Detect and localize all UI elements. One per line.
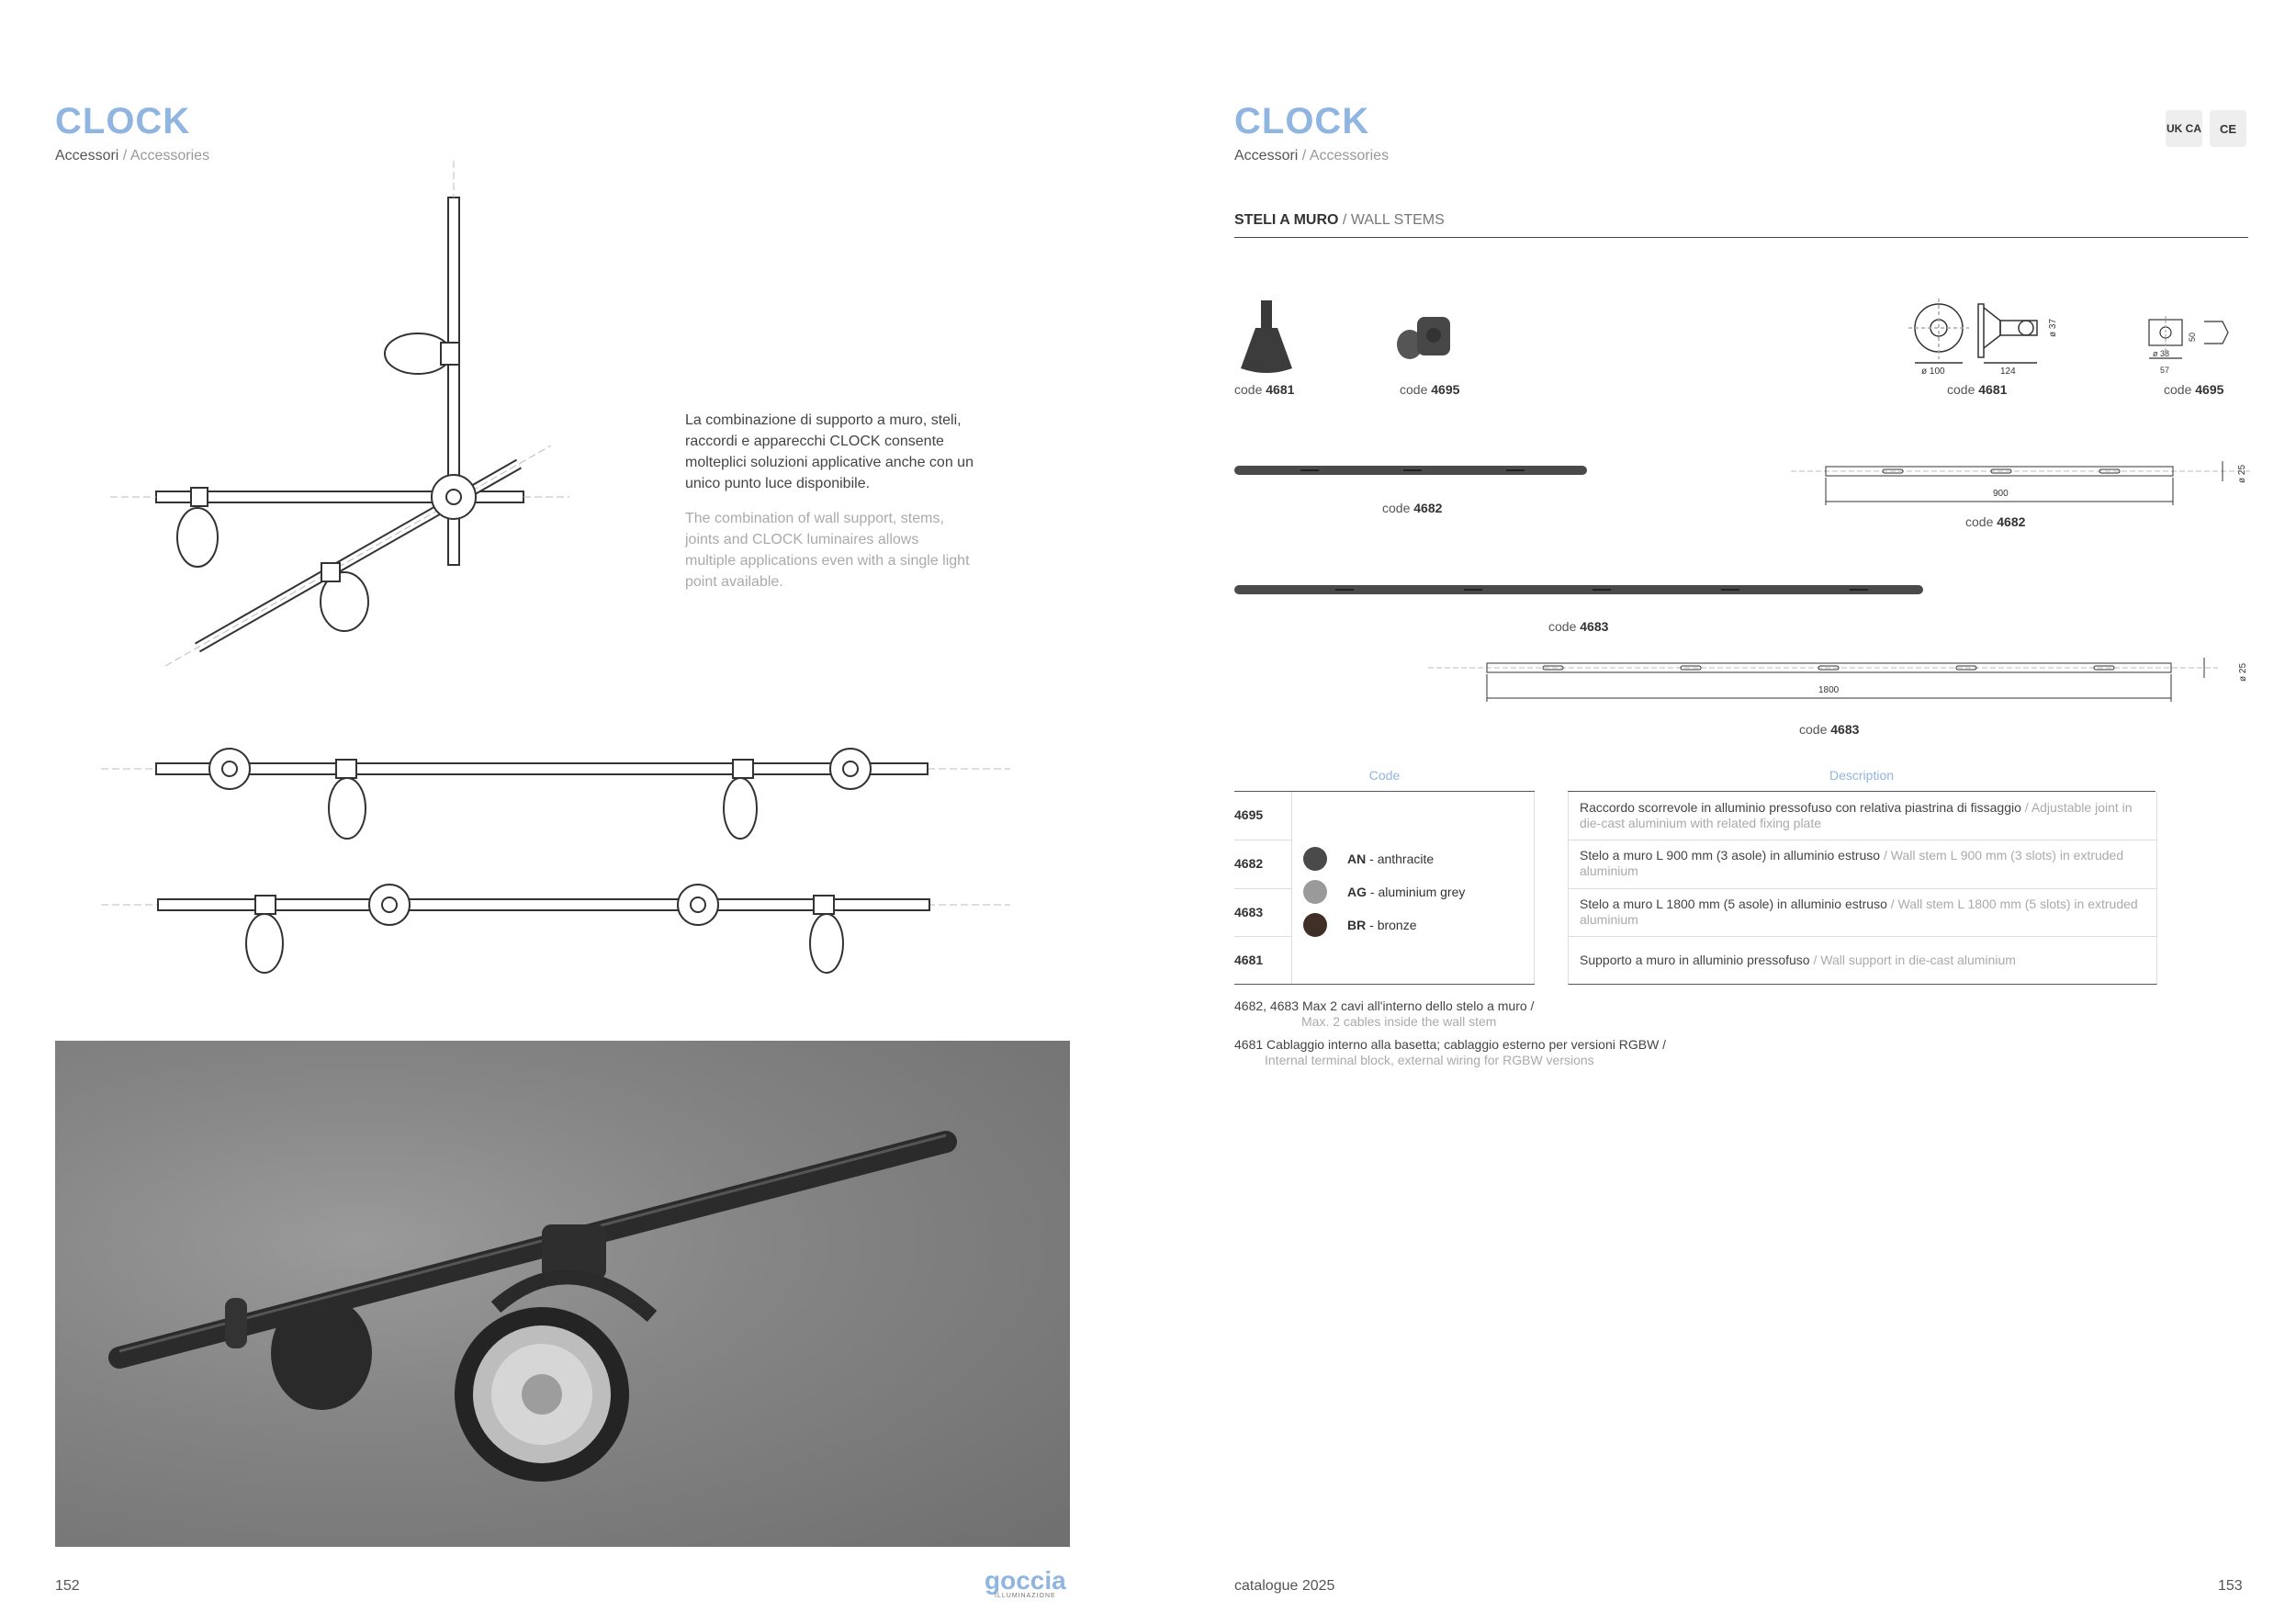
code-column-edge — [1534, 792, 1535, 984]
note-codes: 4681 — [1234, 1037, 1264, 1052]
note-1 — [1234, 998, 1534, 1030]
section-title — [1234, 212, 1445, 229]
product-4682-image — [1234, 464, 1593, 479]
swatch-bronze — [1303, 913, 1327, 937]
product-4683-caption — [1548, 619, 1608, 634]
row-code-4695: 4695 — [1234, 807, 1264, 822]
finish-name: aluminium grey — [1378, 885, 1466, 899]
ce-badge: CE — [2210, 110, 2246, 147]
finish-br — [1303, 908, 1465, 942]
code-value: 4681 — [1978, 382, 2008, 397]
finish-ag — [1303, 875, 1465, 908]
row-code-4681: 4681 — [1234, 953, 1264, 967]
table-header-description: Description — [1829, 768, 1895, 783]
horizontal-configurations-drawing — [101, 739, 1010, 978]
desc-4682: Stelo a muro L 900 mm (3 asole) in alluminio estruso / Wall stem L 900 mm (3 slots) in extruded aluminium — [1580, 848, 2124, 878]
product-4695-caption — [1400, 382, 1459, 397]
desc-4695: Raccordo scorrevole in alluminio pressofuso con relativa piastrina di fissaggio / Adjustable joint in die-cast aluminium with related fixing plate — [1580, 800, 2133, 830]
drawing-4695 — [2140, 312, 2255, 377]
dim-d25b: ø 25 — [2238, 662, 2248, 682]
swatch-aluminium-grey — [1303, 880, 1327, 904]
intro-text-it: La combinazione di supporto a muro, steli, raccordi e apparecchi CLOCK consente molteplici soluzioni applicative anche con un unico punto luce disponibile. — [685, 412, 974, 491]
code-column-divider — [1291, 792, 1292, 984]
row-divider — [1569, 888, 2156, 889]
right-subtitle — [1234, 148, 1389, 164]
drawing-4683 — [1428, 654, 2250, 707]
left-subtitle-en: Accessories — [129, 148, 210, 164]
product-4682-caption — [1382, 501, 1442, 515]
dim-d100: ø 100 — [1921, 367, 1945, 377]
row-code-4682: 4682 — [1234, 856, 1264, 871]
finish-name: bronze — [1377, 918, 1417, 932]
section-rule — [1234, 237, 2248, 238]
desc-it: Stelo a muro L 900 mm (3 asole) in alluminio estruso — [1580, 848, 1881, 863]
drawing-4682-caption — [1965, 514, 2025, 529]
product-photo — [55, 1041, 1070, 1547]
desc-it: Raccordo scorrevole in alluminio pressofuso con relativa piastrina di fissaggio — [1580, 800, 2021, 815]
code-value: 4682 — [1413, 501, 1443, 515]
dim-57: 57 — [2160, 366, 2170, 375]
desc-4681: Supporto a muro in alluminio pressofuso / Wall support in die-cast aluminium — [1580, 953, 2016, 967]
code-column — [1234, 792, 1535, 985]
section-title-it: STELI A MURO — [1234, 212, 1339, 228]
drawing-4682 — [1791, 457, 2250, 511]
finish-code: BR — [1347, 918, 1367, 932]
dim-1800: 1800 — [1818, 685, 1840, 695]
product-4681-image — [1235, 299, 1300, 377]
table-header-code: Code — [1368, 768, 1401, 783]
left-page-title: CLOCK — [55, 101, 191, 141]
dim-d37: ø 37 — [2048, 318, 2058, 337]
logo-subtext: ILLUMINAZIONE — [995, 1593, 1056, 1599]
product-4681-caption — [1234, 382, 1294, 397]
code-value: 4681 — [1266, 382, 1295, 397]
left-subtitle-sep: / — [118, 148, 130, 164]
dim-d38: ø 38 — [2153, 349, 2170, 358]
product-photo-illustration — [55, 1041, 1070, 1547]
section-title-en: WALL STEMS — [1350, 212, 1445, 228]
code-value: 4683 — [1830, 722, 1860, 737]
note-en: Max. 2 cables inside the wall stem — [1301, 1014, 1497, 1029]
code-value: 4683 — [1580, 619, 1609, 634]
desc-en: Wall support in die-cast aluminium — [1820, 953, 2016, 967]
finish-an — [1303, 842, 1465, 875]
description-column — [1568, 792, 2157, 985]
swatch-anthracite — [1303, 847, 1327, 871]
intro-text-en: The combination of wall support, stems, joints and CLOCK luminaires allows multiple applications even with a single light point available. — [685, 511, 970, 590]
note-it: Max 2 cavi all'interno dello stelo a muro / — [1301, 998, 1535, 1013]
code-value: 4695 — [1431, 382, 1460, 397]
row-code-4683: 4683 — [1234, 905, 1264, 919]
right-subtitle-en: Accessories — [1309, 148, 1390, 164]
ukca-badge: UK CA — [2166, 110, 2202, 147]
desc-en: Adjustable joint in die-cast aluminium with related fixing plate — [1580, 800, 2133, 830]
product-4683-image — [1234, 583, 1932, 598]
note-it: Cablaggio interno alla basetta; cablaggio esterno per versioni RGBW / — [1266, 1037, 1667, 1052]
right-page-title: CLOCK — [1234, 101, 1370, 141]
code-prefix: code — [1400, 382, 1432, 397]
logo-text: goccia — [985, 1566, 1066, 1595]
note-2 — [1234, 1037, 1666, 1068]
code-prefix: code — [1548, 619, 1581, 634]
row-divider — [1569, 936, 2156, 937]
code-value: 4682 — [1997, 514, 2026, 529]
configuration-drawing — [110, 161, 588, 675]
right-page-number: 153 — [2218, 1578, 2243, 1594]
desc-it: Stelo a muro L 1800 mm (5 asole) in alluminio estruso — [1580, 897, 1887, 911]
right-subtitle-it: Accessori — [1234, 148, 1299, 164]
finish-sep: - — [1366, 851, 1378, 866]
code-prefix: code — [1799, 722, 1831, 737]
left-page-number: 152 — [55, 1578, 80, 1594]
code-prefix: code — [1382, 501, 1414, 515]
finish-list — [1303, 842, 1465, 942]
drawing-4695-caption — [2164, 382, 2223, 397]
row-divider — [1234, 936, 1291, 937]
finish-code: AN — [1347, 851, 1367, 866]
desc-4683: Stelo a muro L 1800 mm (5 asole) in alluminio estruso / Wall stem L 1800 mm (5 slots) in extruded aluminium — [1580, 897, 2138, 927]
code-prefix: code — [1234, 382, 1266, 397]
row-divider — [1234, 888, 1291, 889]
note-en: Internal terminal block, external wiring for RGBW versions — [1265, 1053, 1594, 1067]
code-prefix: code — [2164, 382, 2196, 397]
dim-900: 900 — [1993, 489, 2009, 499]
dim-50: 50 — [2188, 332, 2197, 342]
code-prefix: code — [1965, 514, 1998, 529]
code-value: 4695 — [2195, 382, 2224, 397]
right-subtitle-sep: / — [1298, 148, 1310, 164]
section-title-sep: / — [1338, 212, 1351, 228]
dim-d25a: ø 25 — [2237, 464, 2247, 483]
desc-en: Wall stem L 1800 mm (5 slots) in extruded aluminium — [1580, 897, 2138, 927]
finish-sep: - — [1367, 885, 1379, 899]
finish-name: anthracite — [1377, 851, 1435, 866]
code-prefix: code — [1947, 382, 1979, 397]
product-4695-image — [1391, 308, 1460, 363]
drawing-4683-caption — [1799, 722, 1859, 737]
dim-124: 124 — [2000, 367, 2016, 377]
left-subtitle-it: Accessori — [55, 148, 119, 164]
goccia-logo — [985, 1566, 1066, 1599]
drawing-4681-caption — [1947, 382, 2007, 397]
desc-it: Supporto a muro in alluminio pressofuso — [1580, 953, 1810, 967]
finish-sep: - — [1366, 918, 1378, 932]
finish-code: AG — [1347, 885, 1367, 899]
catalogue-label: catalogue 2025 — [1234, 1578, 1335, 1594]
drawing-4681 — [1908, 299, 2069, 377]
note-codes: 4682, 4683 — [1234, 998, 1300, 1013]
desc-en: Wall stem L 900 mm (3 slots) in extruded aluminium — [1580, 848, 2124, 878]
